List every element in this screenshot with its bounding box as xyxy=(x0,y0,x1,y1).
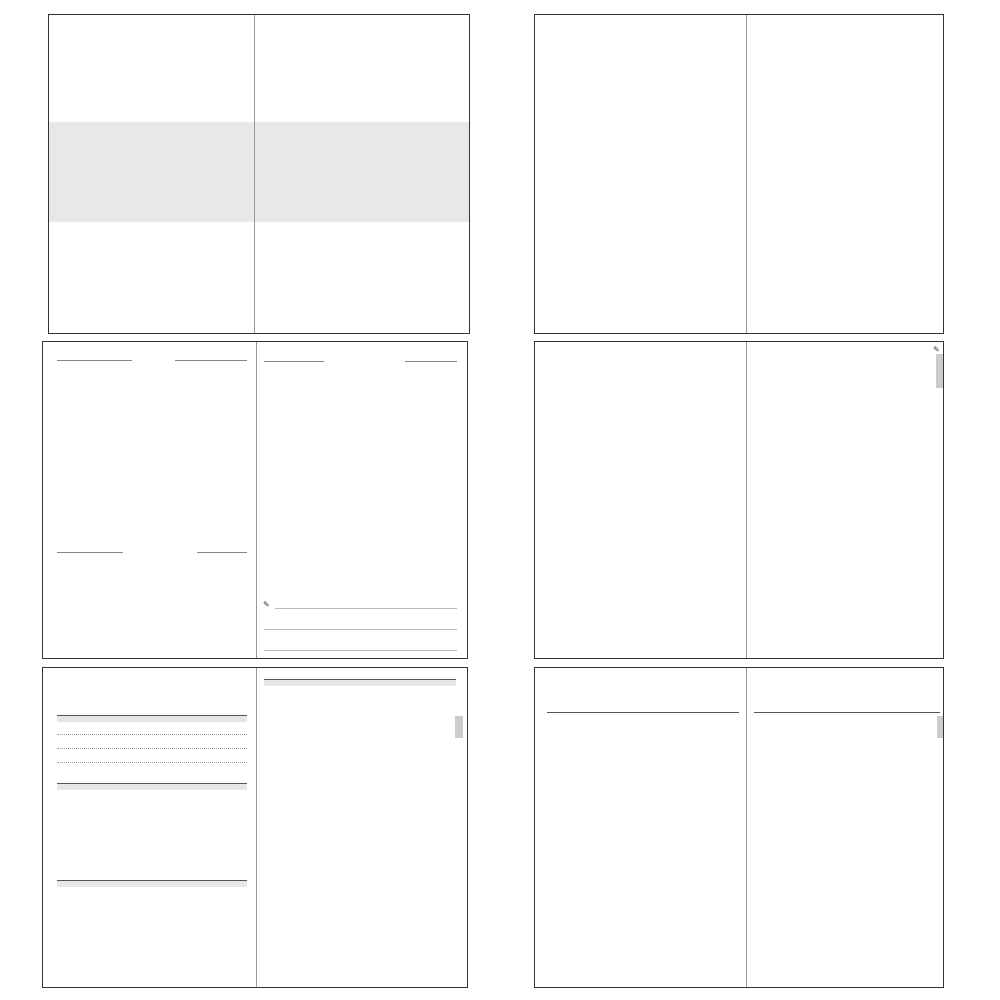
highlight-band-2018 xyxy=(49,122,470,222)
gutter xyxy=(746,15,747,333)
pencil-icon[interactable]: ✎ xyxy=(933,345,940,354)
monthly-spread xyxy=(534,341,944,659)
daily-plan-spread xyxy=(42,667,468,988)
daily-spread xyxy=(534,667,944,988)
gutter xyxy=(746,668,747,987)
gutter xyxy=(746,342,747,658)
monthly-side-tab[interactable] xyxy=(936,354,944,388)
gutter xyxy=(254,15,255,333)
gutter xyxy=(256,342,257,658)
gutter xyxy=(256,668,257,987)
plan-2018-spread xyxy=(42,341,468,659)
expense-list-bar xyxy=(57,880,247,887)
year-plan-spread xyxy=(534,14,944,334)
day-side-tab[interactable] xyxy=(455,716,463,738)
theme-bar xyxy=(57,715,247,722)
day-side-tab[interactable] xyxy=(937,716,944,738)
planning-list-bar xyxy=(57,783,247,790)
pencil-icon: ✎ xyxy=(263,600,270,609)
record-bar xyxy=(264,679,456,686)
three-year-calendar-spread xyxy=(48,14,470,334)
